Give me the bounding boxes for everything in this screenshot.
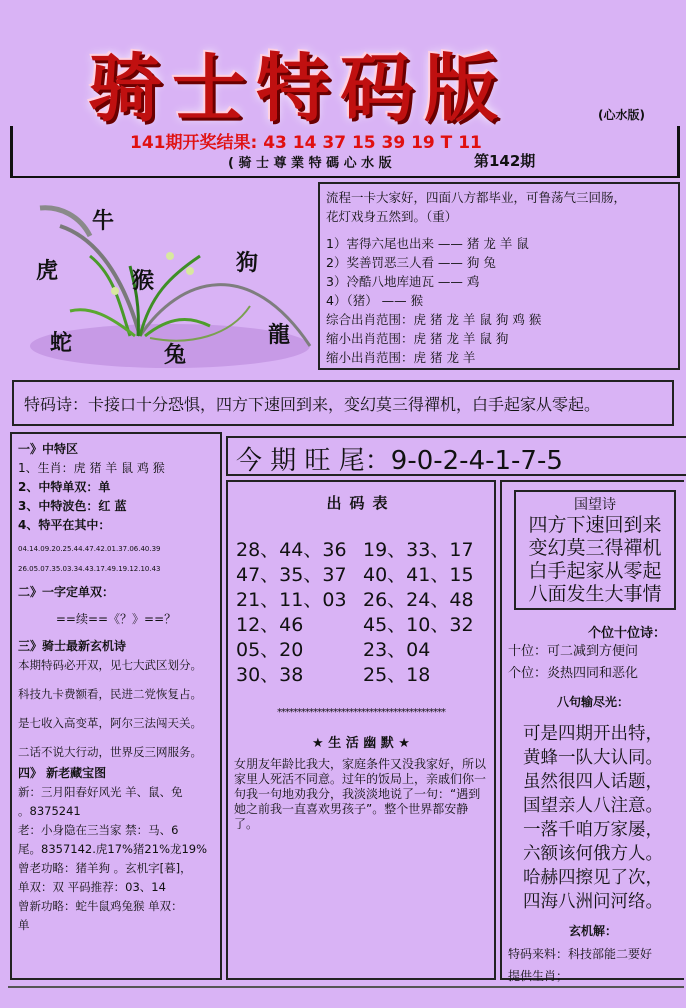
- eight-line: 一落千咱万家屡，: [523, 820, 663, 840]
- odd-even-value: ==续==《？》==？: [55, 612, 177, 626]
- rules-intro-line: 流程一卡大家好，四面八方都毕业，可鲁荡气三回肠，: [326, 190, 627, 205]
- issue-number: 第142期: [474, 152, 536, 170]
- humor-title: ★ 生 活 幽 默 ★: [312, 736, 410, 751]
- treasure-line: 尾。8357142.虎17%猪21%龙19%: [18, 842, 208, 856]
- eight-line: 虽然很四人话题，: [523, 772, 663, 792]
- xuanji-text: [508, 943, 678, 987]
- section-heading: 三》骑士最新玄机诗: [18, 639, 127, 653]
- star-divider: ******************************************: [277, 707, 445, 718]
- list-item: 4、特平在其中：: [18, 518, 111, 532]
- digit-line: 个位：炎热四同和恶化: [508, 666, 639, 681]
- code-cell: 12、46: [236, 614, 304, 636]
- guowang-poem-box: [514, 490, 676, 610]
- list-item: 1、生肖：虎 猪 羊 鼠 鸡 猴: [18, 461, 165, 475]
- special-poem: 特码诗：卡接口十分恐惧，四方下速回到来，变幻莫三得禪机，白手起家从零起。: [12, 380, 674, 426]
- digit-poem: [508, 641, 678, 685]
- rules-line: 3）冷酷八地库迪瓦 —— 鸡: [326, 274, 480, 289]
- edition-badge: (心水版): [598, 108, 645, 122]
- draw-result-numbers: 43 14 37 15 39 19 T 11: [263, 133, 482, 153]
- section-heading: 四》 新老藏宝图: [18, 766, 107, 780]
- guowang-line: 四方下速回到来: [528, 514, 662, 536]
- rules-line: 1）害得六尾也出来 —— 猪 龙 羊 鼠: [326, 236, 529, 251]
- zodiac-dog: 狗: [236, 250, 259, 276]
- eight-line: 哈赫四擦见了次，: [523, 868, 663, 888]
- number-row: 26.05.07.35.03.34.43.17.49.19.12.10.43: [18, 565, 161, 573]
- page-title: 骑士特码版: [88, 46, 508, 132]
- zodiac-monkey: 猴: [132, 268, 155, 294]
- issue-subtitle: ( 骑 士 尊 業 特 碼 心 水 版: [228, 156, 392, 171]
- poem-line: 本期特码必开双，见七大武区划分。: [18, 658, 202, 672]
- treasure-line: 新：三月阳春好风光 羊、鼠、免: [18, 785, 183, 799]
- xuanji-line: 特码来料：科技部能二要好: [508, 947, 653, 961]
- rules-line: 2）奖善罚恶三人看 —— 狗 兔: [326, 255, 496, 270]
- code-table-panel: [226, 480, 496, 980]
- zodiac-dragon: 龍: [268, 322, 291, 348]
- guowang-line: 白手起家从零起: [528, 560, 662, 582]
- zodiac-ox: 牛: [92, 208, 115, 234]
- draw-result-label: 141期开奖结果:: [130, 133, 258, 153]
- rules-intro-line: 花灯戏身五然到。（重）: [326, 209, 458, 224]
- draw-result: [130, 128, 482, 153]
- bottom-divider: [8, 986, 684, 988]
- poem-line: 是七收入高变革，阿尔三法闯天关。: [18, 716, 202, 730]
- treasure-line: 单: [18, 918, 30, 932]
- rules-line: 缩小出肖范围：虎 猪 龙 羊: [326, 350, 476, 365]
- guowang-line: 八面发生大事情: [528, 583, 662, 605]
- code-cell: 21、11、03: [236, 589, 347, 611]
- code-cell: 45、10、32: [363, 614, 474, 636]
- rules-line: 4）（猪） —— 猴: [326, 293, 424, 308]
- treasure-line: 单双：双 平码推荐：03、14: [18, 880, 166, 894]
- list-item: 3、中特波色：红 蓝: [18, 499, 127, 513]
- digit-poem-title: 个位十位诗：: [587, 626, 666, 641]
- treasure-line: 曾新功略：蛇牛鼠鸡兔猴 单双：: [18, 899, 183, 913]
- list-item: 2、中特单双：单: [18, 480, 111, 494]
- humor-text: 女朋友年龄比我大，家庭条件又没我家好，所以家里人死活不同意。过年的饭局上，亲戚们你一句我一句地劝我分，我淡淡地说了一句：“遇到她之前我一直喜欢男孩子”。整个世界都安静了。: [234, 757, 487, 831]
- guowang-line: 变幻莫三得禪机: [528, 537, 662, 559]
- code-table-title: 出码表: [326, 494, 396, 512]
- eight-line: 四海八洲问河络。: [523, 892, 663, 912]
- zodiac-tiger: 虎: [36, 258, 59, 284]
- rules-box: [318, 182, 680, 370]
- eight-lines-poem: [508, 722, 678, 914]
- code-cell: 40、41、15: [363, 564, 474, 586]
- code-cell: 47、35、37: [236, 564, 347, 586]
- rules-line: 综合出肖范围：虎 猪 龙 羊 鼠 狗 鸡 猴: [326, 312, 542, 327]
- number-row: 04.14.09.20.25.44.47.42.01.37.06.40.39: [18, 545, 161, 553]
- eight-line: 可是四期开出特，: [523, 724, 663, 744]
- code-cell: 05、20: [236, 639, 304, 661]
- code-cell: 26、24、48: [363, 589, 474, 611]
- eight-lines-title: 八句输尽光：: [556, 695, 629, 709]
- code-cell: 19、33、17: [363, 539, 474, 561]
- zodiac-rabbit: 兔: [164, 342, 187, 368]
- left-column: [10, 432, 222, 980]
- digit-line: 十位：可二减到方便问: [508, 644, 639, 659]
- lucky-tails: 今 期 旺 尾：9-0-2-4-1-7-5: [226, 436, 686, 476]
- treasure-line: 老：小身隐在三当家 禁：马、6: [18, 823, 179, 837]
- xuanji-line: 提供生肖；: [508, 969, 569, 983]
- code-cell: 25、18: [363, 664, 431, 686]
- rules-line: 缩小出肖范围：虎 猪 龙 羊 鼠 狗: [326, 331, 509, 346]
- section-heading: 二》一字定单双：: [18, 585, 115, 599]
- code-cell: 28、44、36: [236, 539, 347, 561]
- eight-line: 黄蜂一队大认同。: [523, 748, 663, 768]
- treasure-line: 。8375241: [18, 804, 81, 818]
- poem-line: 科技九卡费额看，民进二党恢复占。: [18, 687, 202, 701]
- guowang-title: 国望诗: [574, 497, 616, 513]
- eight-line: 六额该何俄方人。: [523, 844, 663, 864]
- code-cell: 23、04: [363, 639, 431, 661]
- right-column: [500, 480, 684, 983]
- section-heading: 一》中特区: [18, 442, 79, 456]
- zodiac-snake: 蛇: [50, 330, 73, 356]
- poem-line: 二话不说大行动，世界反三网服务。: [18, 745, 202, 759]
- xuanji-title: 玄机解：: [568, 924, 617, 938]
- code-cell: 30、38: [236, 664, 304, 686]
- treasure-line: 曾老功略：猪羊狗 。玄机字[暮]，: [18, 861, 192, 875]
- code-table: [232, 539, 490, 687]
- eight-line: 国望亲人八注意。: [523, 796, 663, 816]
